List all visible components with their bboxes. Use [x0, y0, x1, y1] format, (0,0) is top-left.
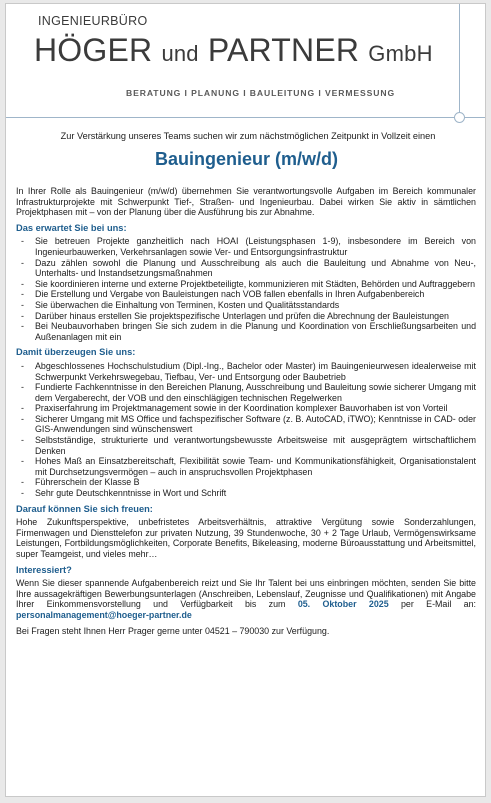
- section-heading-interest: Interessiert?: [16, 564, 72, 575]
- list-item: - Sie überwachen die Einhaltung von Terminen, Kosten und Qualitätsstandards: [16, 300, 476, 311]
- list-item: - Sicherer Umgang mit MS Office und fachspezifischer Software (z. B. AutoCAD, iTWO); Kenntnisse in CAD- oder GIS-Anwendungen sind wünschenswert: [16, 414, 476, 435]
- list-item: - Sehr gute Deutschkenntnisse in Wort und Schrift: [16, 488, 476, 499]
- company-name-connector: und: [161, 41, 199, 66]
- list-item: - Die Erstellung und Vergabe von Bauleistungen nach VOB fallen ebenfalls in Ihren Aufgabenbereich: [16, 289, 476, 300]
- list-item: - Selbstständige, strukturierte und verantwortungsbewusste Arbeitsweise mit ausgeprägtem wirtschaftlichem Denken: [16, 435, 476, 456]
- section-heading-qualifications: Damit überzeugen Sie uns:: [16, 347, 136, 358]
- company-name-part1: HÖGER: [34, 32, 153, 68]
- benefits-text: Hohe Zukunftsperspektive, unbefristetes Arbeitsverhältnis, attraktive Vergütung sowie Sonderzahlungen, Firmenwagen und Diensttelefon zur privaten Nutzung, 39 Stundenwoche, 30 + 2 Tage Urlaub, Vermögenswirksame Leistungen, Fortbildungsmöglichkeiten, Corporate Benefits, Bikeleasing, moderne Büroausstattung und Arbeitsmittel, super Teamgeist, und vieles mehr…: [16, 517, 476, 559]
- job-description: In Ihrer Rolle als Bauingenieur (m/w/d) übernehmen Sie verantwortungsvolle Aufgaben im Bereich kommunaler Infrastrukturprojekte mit Schwerpunkt Tief-, Straßen- und Ingenieurbau. Dabei wirken Sie aktiv in sämtlichen Projektphasen mit – von der Planung über die Ausführung bis zur Abnahme.: [16, 186, 476, 218]
- application-deadline: 05. Oktober 2025: [297, 599, 389, 610]
- list-item: - Abgeschlossenes Hochschulstudium (Dipl.-Ing., Bachelor oder Master) im Bauingenieurwesen idealerweise mit Schwerpunkt Verkehrswegebau, Tiefbau, Ver- und Entsorgung oder Baubetrieb: [16, 361, 476, 382]
- application-instructions: Wenn Sie dieser spannende Aufgabenbereich reizt und Sie Ihr Talent bei uns einbringen möchten, senden Sie bitte Ihre aussagekräftigen Bewerbungsunterlagen (Anschreiben, Lebenslauf, Zeugnisse und Qualifikationen) mit Angabe Ihrer Einkommensvorstellung und Verfügbarkeit bis zum: [16, 578, 476, 610]
- list-item: - Darüber hinaus erstellen Sie projektspezifische Unterlagen und prüfen die Abrechnung der Bauleistungen: [16, 311, 476, 322]
- job-title: Bauingenieur (m/w/d): [154, 149, 338, 169]
- ad-body: [16, 186, 476, 641]
- section-heading-expectations: Das erwartet Sie bei uns:: [16, 222, 127, 233]
- firm-type-label: INGENIEURBÜRO: [38, 14, 148, 28]
- job-ad-page: [5, 3, 486, 797]
- company-name-suffix: GmbH: [368, 41, 433, 66]
- expectations-list: [16, 236, 476, 342]
- application-email-link[interactable]: personalmanagement@hoeger-partner.de: [16, 609, 192, 620]
- list-item: - Sie betreuen Projekte ganzheitlich nach HOAI (Leistungsphasen 1-9), insbesondere im Bereich von Ingenieurbauwerken, Verkehrsanlagen sowie Ver- und Entsorgungsinfrastruktur: [16, 236, 476, 257]
- list-item: - Führerschein der Klasse B: [16, 477, 476, 488]
- list-item: - Praxiserfahrung im Projektmanagement sowie in der Koordination komplexer Bauvorhaben ist von Vorteil: [16, 403, 476, 414]
- contact-text: Bei Fragen steht Ihnen Herr Prager gerne unter 04521 – 790030 zur Verfügung.: [16, 625, 330, 636]
- company-name-part2: PARTNER: [207, 32, 360, 68]
- list-item: - Hohes Maß an Einsatzbereitschaft, Flexibilität sowie Team- und Kommunikationsfähigkeit, Organisationstalent mit Durchsetzungsvermögen – auch in anspruchsvollen Projektphasen: [16, 456, 476, 477]
- application-text: [16, 578, 476, 620]
- header-vertical-rule: [459, 4, 460, 122]
- list-item: - Dazu zählen sowohl die Planung und Ausschreibung als auch die Bauleitung und Abnahme von Neu-, Unterhalts- und Instandsetzungsmaßnahmen: [16, 258, 476, 279]
- list-item: - Sie koordinieren interne und externe Projektbeteiligte, kommunizieren mit Städten, Behörden und Auftraggebern: [16, 279, 476, 290]
- qualifications-list: [16, 361, 476, 499]
- header-horizontal-rule: [6, 117, 485, 118]
- list-item: - Fundierte Fachkenntnisse in den Bereichen Planung, Ausschreibung und Bauleitung sowie sicherer Umgang mit dem Vergaberecht, der VOB und den einschlägigen technischen Regelwerken: [16, 382, 476, 403]
- company-name: [34, 34, 433, 66]
- intro-text: Zur Verstärkung unseres Teams suchen wir zum nächstmöglichen Zeitpunkt in Vollzeit einen: [60, 131, 436, 141]
- company-tagline: BERATUNG I PLANUNG I BAULEITUNG I VERMESSUNG: [126, 88, 396, 98]
- company-header: [6, 4, 485, 122]
- email-prefix: per E-Mail an:: [400, 599, 477, 610]
- section-heading-benefits: Darauf können Sie sich freuen:: [16, 503, 153, 514]
- list-item: - Bei Neubauvorhaben bringen Sie sich zudem in die Planung und Koordination von Erschließungsarbeiten und Außenanlagen mit ein: [16, 321, 476, 342]
- header-rule-crosshair: [454, 112, 465, 123]
